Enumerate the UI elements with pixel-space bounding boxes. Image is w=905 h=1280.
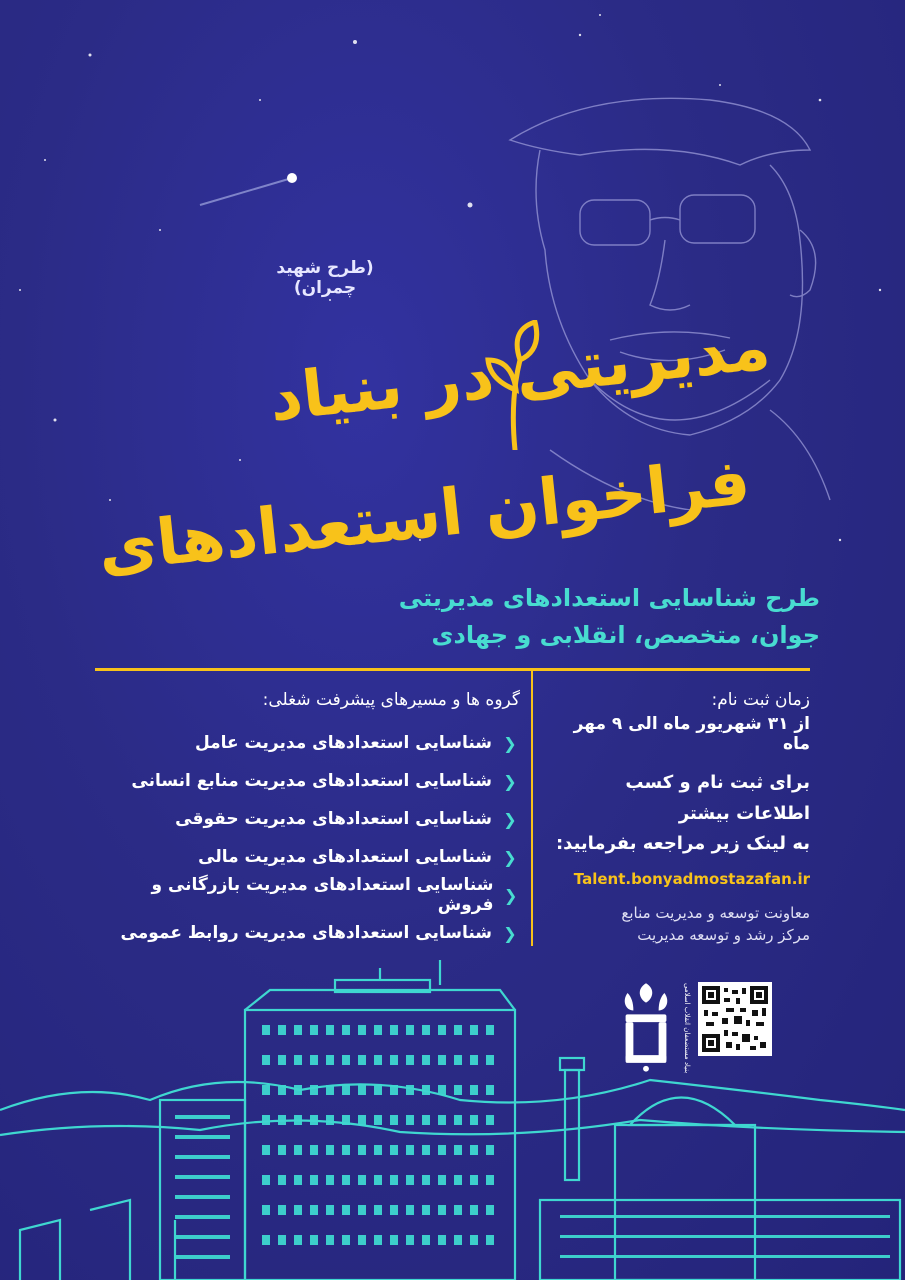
list-item-label: شناسایی استعدادهای مدیریت مالی bbox=[198, 847, 492, 867]
chevron-left-icon: ❮ bbox=[503, 847, 517, 867]
more-info-line-1: برای ثبت نام و کسب bbox=[625, 772, 810, 793]
registration-info bbox=[548, 690, 810, 947]
list-item bbox=[120, 914, 520, 952]
list-item bbox=[120, 800, 520, 838]
sprout-icon bbox=[480, 320, 550, 450]
city-skyline-illustration bbox=[0, 960, 905, 1280]
headline-line-2: فراخوان استعدادهای bbox=[95, 445, 754, 588]
list-item-label: شناسایی استعدادهای مدیریت منابع انسانی bbox=[131, 771, 492, 791]
list-item-label: شناسایی استعدادهای مدیریت روابط عمومی bbox=[120, 923, 492, 943]
organization-line-2: مرکز رشد و توسعه مدیریت bbox=[637, 926, 810, 945]
groups-title: گروه ها و مسیرهای پیشرفت شغلی: bbox=[262, 690, 520, 710]
headline bbox=[90, 290, 790, 620]
headline-line-1: مدیریتی در بنیاد bbox=[266, 310, 774, 437]
list-item-label: شناسایی استعدادهای مدیریت حقوقی bbox=[175, 809, 492, 829]
registration-dates: از ۳۱ شهریور ماه الی ۹ مهر ماه bbox=[573, 714, 810, 754]
more-info bbox=[548, 768, 810, 860]
chevron-left-icon: ❮ bbox=[504, 885, 518, 905]
list-item-label: شناسایی استعدادهای مدیریت بازرگانی و فروش bbox=[151, 875, 494, 915]
registration-label: زمان ثبت نام: bbox=[711, 690, 810, 710]
shooting-star-icon bbox=[200, 173, 297, 205]
tagline-line-1: طرح شناسایی استعدادهای مدیریتی bbox=[398, 584, 820, 612]
project-subtitle: (طرح شهید چمران) bbox=[276, 258, 374, 298]
list-item bbox=[120, 724, 520, 762]
chevron-left-icon: ❮ bbox=[503, 771, 517, 791]
more-info-line-2: اطلاعات بیشتر bbox=[678, 802, 810, 824]
divider-horizontal bbox=[95, 668, 810, 671]
chevron-left-icon: ❮ bbox=[503, 809, 517, 829]
list-item bbox=[120, 762, 520, 800]
divider-vertical bbox=[531, 671, 533, 946]
list-item-label: شناسایی استعدادهای مدیریت عامل bbox=[194, 733, 492, 753]
logo-caption: بنیاد مستضعفان انقلاب اسلامی bbox=[683, 982, 691, 1073]
chevron-left-icon: ❮ bbox=[503, 733, 517, 753]
organization-line-1: معاونت توسعه و مدیریت منابع bbox=[621, 903, 810, 922]
website-link[interactable]: Talent.bonyadmostazafan.ir bbox=[573, 869, 810, 888]
list-item bbox=[120, 838, 520, 876]
tagline bbox=[220, 580, 820, 654]
career-groups bbox=[120, 690, 520, 952]
list-item bbox=[120, 876, 520, 914]
chevron-left-icon: ❮ bbox=[503, 923, 517, 943]
tagline-line-2: جوان، متخصص، انقلابی و جهادی bbox=[431, 621, 820, 650]
more-info-line-3: به لینک زیر مراجعه بفرمایید: bbox=[555, 833, 810, 855]
organization bbox=[548, 902, 810, 947]
